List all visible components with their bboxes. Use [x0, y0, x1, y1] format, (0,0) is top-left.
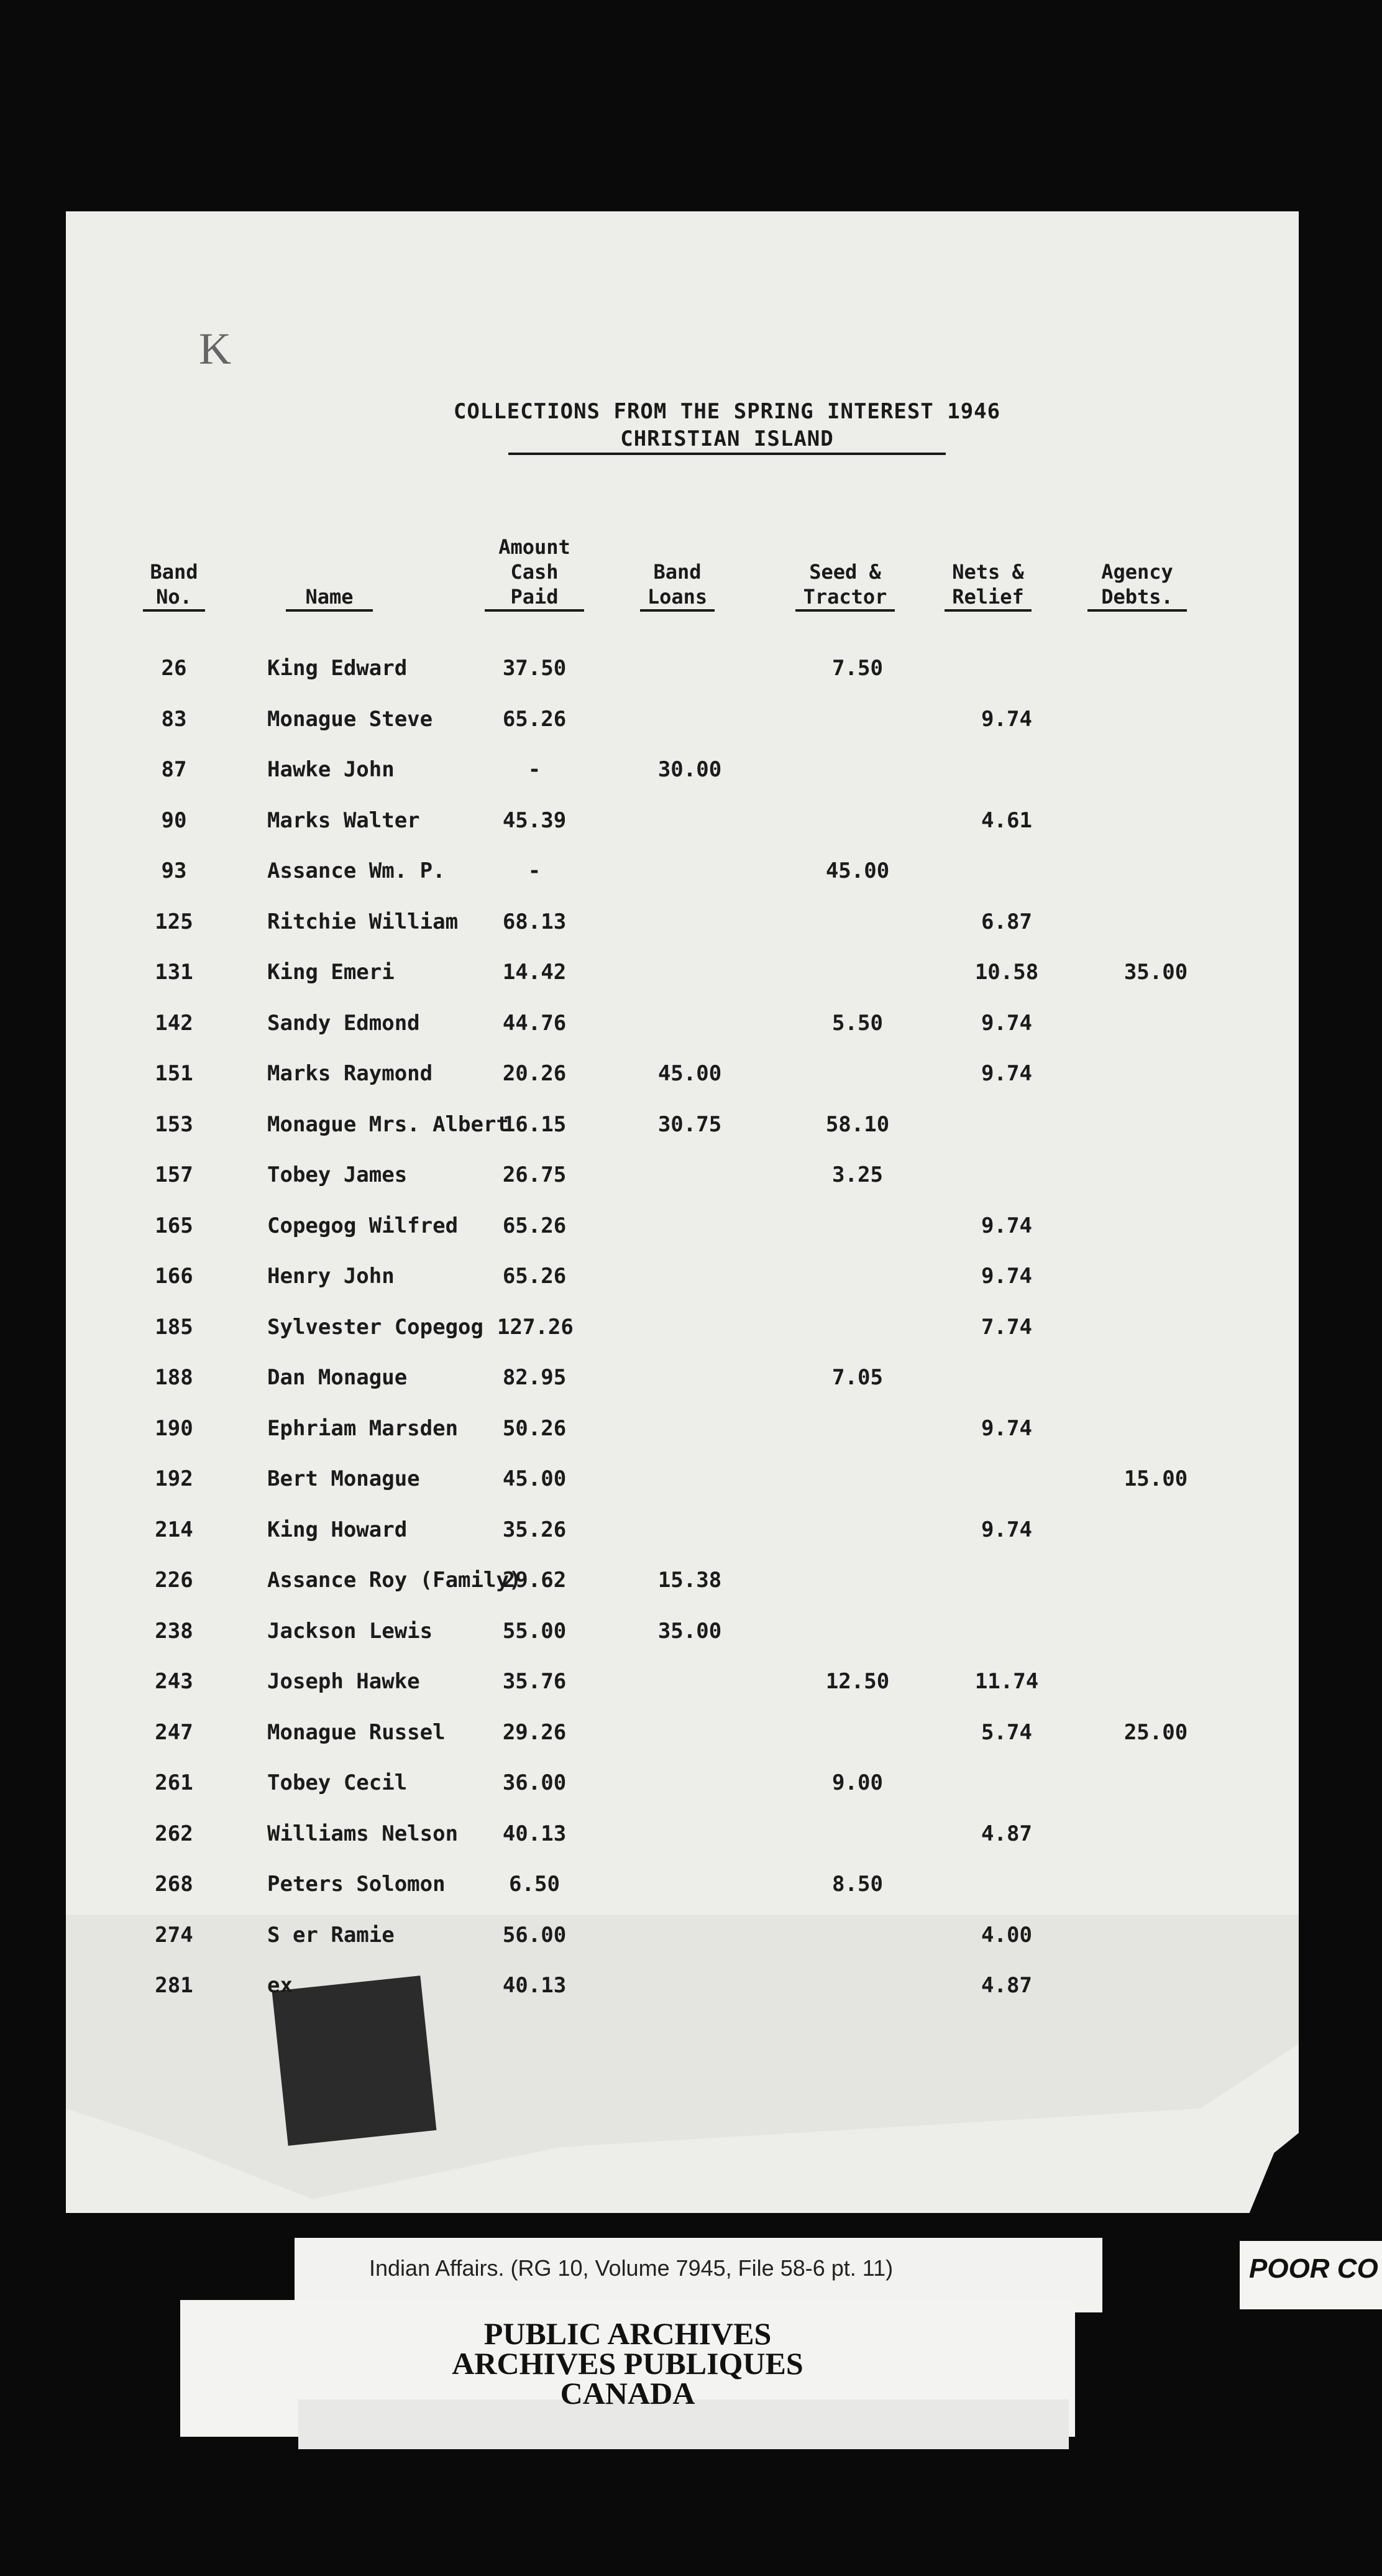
- cell-cash: 6.50: [509, 1872, 560, 1897]
- header-name: Name: [286, 584, 373, 612]
- cell-name: ex: [267, 1973, 293, 1998]
- cell-nets: 10.58: [974, 960, 1039, 985]
- cell-nets: 9.74: [981, 1517, 1032, 1542]
- cell-name: Copegog Wilfred: [267, 1213, 459, 1238]
- cell-seed: 45.00: [825, 858, 890, 883]
- cell-nets: 9.74: [981, 706, 1032, 732]
- cell-name: Assance Roy (Family): [267, 1568, 522, 1593]
- table-row: [0, 1315, 1382, 1352]
- cell-seed: 8.50: [832, 1872, 883, 1897]
- header-band-loans: Band Loans: [640, 559, 715, 612]
- table-row: [0, 1568, 1382, 1605]
- cell-no: 226: [155, 1568, 193, 1593]
- cell-no: 238: [155, 1618, 193, 1644]
- cell-cash: 20.26: [502, 1061, 567, 1086]
- cell-name: King Emeri: [267, 960, 395, 985]
- cell-name: Tobey Cecil: [267, 1770, 408, 1795]
- cell-cash: 35.26: [502, 1517, 567, 1542]
- cell-name: Ephriam Marsden: [267, 1415, 459, 1441]
- cell-cash: 40.13: [502, 1821, 567, 1846]
- table-row: [0, 1517, 1382, 1555]
- cell-nets: 9.74: [981, 1213, 1032, 1238]
- cell-name: Marks Raymond: [267, 1061, 433, 1086]
- table-row: [0, 1619, 1382, 1656]
- cell-no: 87: [161, 757, 187, 782]
- cell-cash: 40.13: [502, 1973, 567, 1998]
- cell-band: 45.00: [657, 1061, 722, 1086]
- cell-nets: 11.74: [974, 1669, 1039, 1694]
- cell-name: Dan Monague: [267, 1365, 408, 1390]
- header-nets-relief: Nets & Relief: [945, 559, 1032, 612]
- cell-no: 125: [155, 909, 193, 934]
- cell-nets: 9.74: [981, 1061, 1032, 1086]
- cell-name: Sandy Edmond: [267, 1010, 420, 1036]
- cell-nets: 4.87: [981, 1821, 1032, 1846]
- cell-cash: 26.75: [502, 1162, 567, 1187]
- cell-band: 30.00: [657, 757, 722, 782]
- cell-cash: 68.13: [502, 909, 567, 934]
- table-row: [0, 656, 1382, 693]
- cell-cash: 36.00: [502, 1770, 567, 1795]
- cell-nets: 5.74: [981, 1719, 1032, 1745]
- cell-no: 274: [155, 1922, 193, 1948]
- table-row: [0, 1061, 1382, 1098]
- cell-no: 157: [155, 1162, 193, 1187]
- cell-cash: 16.15: [502, 1111, 567, 1137]
- table-row: [0, 757, 1382, 794]
- cell-cash: 35.76: [502, 1669, 567, 1694]
- cell-nets: 6.87: [981, 909, 1032, 934]
- cell-no: 166: [155, 1264, 193, 1289]
- cell-agency: 15.00: [1123, 1466, 1188, 1491]
- cell-cash: 65.26: [502, 706, 567, 732]
- table-row: [0, 1162, 1382, 1200]
- cell-name: Bert Monague: [267, 1466, 420, 1491]
- cell-band: 15.38: [657, 1568, 722, 1593]
- cell-cash: 29.26: [502, 1719, 567, 1745]
- table-row: [0, 1821, 1382, 1859]
- title-line-1: COLLECTIONS FROM THE SPRING INTEREST 1946: [453, 399, 1001, 424]
- cell-name: Jackson Lewis: [267, 1618, 433, 1644]
- cell-name: King Howard: [267, 1517, 408, 1542]
- cell-no: 83: [161, 706, 187, 732]
- cell-cash: 45.39: [502, 807, 567, 833]
- cell-name: Peters Solomon: [267, 1872, 446, 1897]
- cell-no: 151: [155, 1061, 193, 1086]
- table-row: [0, 707, 1382, 744]
- title-line-2: CHRISTIAN ISLAND: [508, 425, 946, 455]
- table-row: [0, 1973, 1382, 2010]
- cell-no: 188: [155, 1365, 193, 1390]
- cell-name: Sylvester Copegog: [267, 1314, 483, 1340]
- corner-mark: K: [199, 324, 231, 374]
- archive-reference: Indian Affairs. (RG 10, Volume 7945, File 58-6 pt. 11): [369, 2255, 894, 2281]
- cell-name: Marks Walter: [267, 807, 420, 833]
- stamp-line-3: CANADA: [560, 2376, 695, 2411]
- cell-no: 214: [155, 1517, 193, 1542]
- cell-name: Assance Wm. P.: [267, 858, 446, 883]
- cell-no: 153: [155, 1111, 193, 1137]
- stamp-line-2: ARCHIVES PUBLIQUES: [452, 2346, 803, 2381]
- cell-name: Henry John: [267, 1264, 395, 1289]
- cell-nets: 9.74: [981, 1010, 1032, 1036]
- cell-cash: 55.00: [502, 1618, 567, 1644]
- cell-no: 142: [155, 1010, 193, 1036]
- cell-name: Monague Russel: [267, 1719, 446, 1745]
- cell-no: 281: [155, 1973, 193, 1998]
- cell-cash: 50.26: [502, 1415, 567, 1441]
- cell-nets: 7.74: [981, 1314, 1032, 1340]
- cell-nets: 9.74: [981, 1264, 1032, 1289]
- cell-nets: 4.87: [981, 1973, 1032, 1998]
- header-agency-debts: Agency Debts.: [1087, 559, 1187, 612]
- condition-note: POOR CO: [1249, 2253, 1378, 2284]
- table-row: [0, 1112, 1382, 1149]
- cell-no: 268: [155, 1872, 193, 1897]
- table-row: [0, 1770, 1382, 1808]
- cell-band: 35.00: [657, 1618, 722, 1644]
- cell-no: 192: [155, 1466, 193, 1491]
- cell-seed: 5.50: [832, 1010, 883, 1036]
- cell-no: 185: [155, 1314, 193, 1340]
- table-row: [0, 1416, 1382, 1453]
- cell-name: Ritchie William: [267, 909, 459, 934]
- cell-cash: -: [528, 858, 541, 883]
- cell-cash: -: [528, 757, 541, 782]
- cell-no: 93: [161, 858, 187, 883]
- cell-name: Hawke John: [267, 757, 395, 782]
- cell-cash: 127.26: [497, 1314, 574, 1340]
- cell-cash: 82.95: [502, 1365, 567, 1390]
- table-row: [0, 1365, 1382, 1402]
- table-row: [0, 1466, 1382, 1504]
- cell-no: 247: [155, 1719, 193, 1745]
- table-row: [0, 1213, 1382, 1251]
- cell-name: Joseph Hawke: [267, 1669, 420, 1694]
- cell-cash: 56.00: [502, 1922, 567, 1948]
- table-row: [0, 1264, 1382, 1301]
- cell-agency: 35.00: [1123, 960, 1188, 985]
- cell-no: 243: [155, 1669, 193, 1694]
- cell-no: 165: [155, 1213, 193, 1238]
- cell-no: 131: [155, 960, 193, 985]
- document-page: [66, 211, 1299, 2213]
- cell-cash: 65.26: [502, 1213, 567, 1238]
- cell-name: Williams Nelson: [267, 1821, 459, 1846]
- cell-name: S er Ramie: [267, 1922, 395, 1948]
- cell-name: Monague Mrs. Albert: [267, 1111, 509, 1137]
- cell-name: Monague Steve: [267, 706, 433, 732]
- cell-cash: 44.76: [502, 1010, 567, 1036]
- table-row: [0, 808, 1382, 845]
- table-row: [0, 1872, 1382, 1909]
- document-title: [447, 398, 1007, 455]
- cell-nets: 4.61: [981, 807, 1032, 833]
- table-row: [0, 960, 1382, 997]
- cell-cash: 14.42: [502, 960, 567, 985]
- cell-name: Tobey James: [267, 1162, 408, 1187]
- cell-no: 90: [161, 807, 187, 833]
- cell-seed: 12.50: [825, 1669, 890, 1694]
- cell-name: King Edward: [267, 656, 408, 681]
- cell-agency: 25.00: [1123, 1719, 1188, 1745]
- cell-nets: 4.00: [981, 1922, 1032, 1948]
- cell-cash: 29.62: [502, 1568, 567, 1593]
- cell-no: 26: [161, 656, 187, 681]
- header-cash: Amount Cash Paid: [485, 535, 584, 612]
- header-band-no: Band No.: [143, 559, 205, 612]
- table-row: [0, 1720, 1382, 1757]
- table-row: [0, 909, 1382, 947]
- stamp-line-1: PUBLIC ARCHIVES: [483, 2316, 772, 2351]
- cell-cash: 65.26: [502, 1264, 567, 1289]
- table-row: [0, 858, 1382, 896]
- cell-no: 190: [155, 1415, 193, 1441]
- cell-seed: 9.00: [832, 1770, 883, 1795]
- cell-seed: 7.05: [832, 1365, 883, 1390]
- cell-seed: 7.50: [832, 656, 883, 681]
- cell-band: 30.75: [657, 1111, 722, 1137]
- cell-no: 262: [155, 1821, 193, 1846]
- table-row: [0, 1011, 1382, 1048]
- cell-seed: 3.25: [832, 1162, 883, 1187]
- cell-no: 261: [155, 1770, 193, 1795]
- header-seed-tractor: Seed & Tractor: [795, 559, 895, 612]
- cell-seed: 58.10: [825, 1111, 890, 1137]
- cell-nets: 9.74: [981, 1415, 1032, 1441]
- cell-cash: 45.00: [502, 1466, 567, 1491]
- archive-stamp: [180, 2316, 1075, 2411]
- cell-cash: 37.50: [502, 656, 567, 681]
- table-row: [0, 1669, 1382, 1706]
- table-row: [0, 1923, 1382, 1960]
